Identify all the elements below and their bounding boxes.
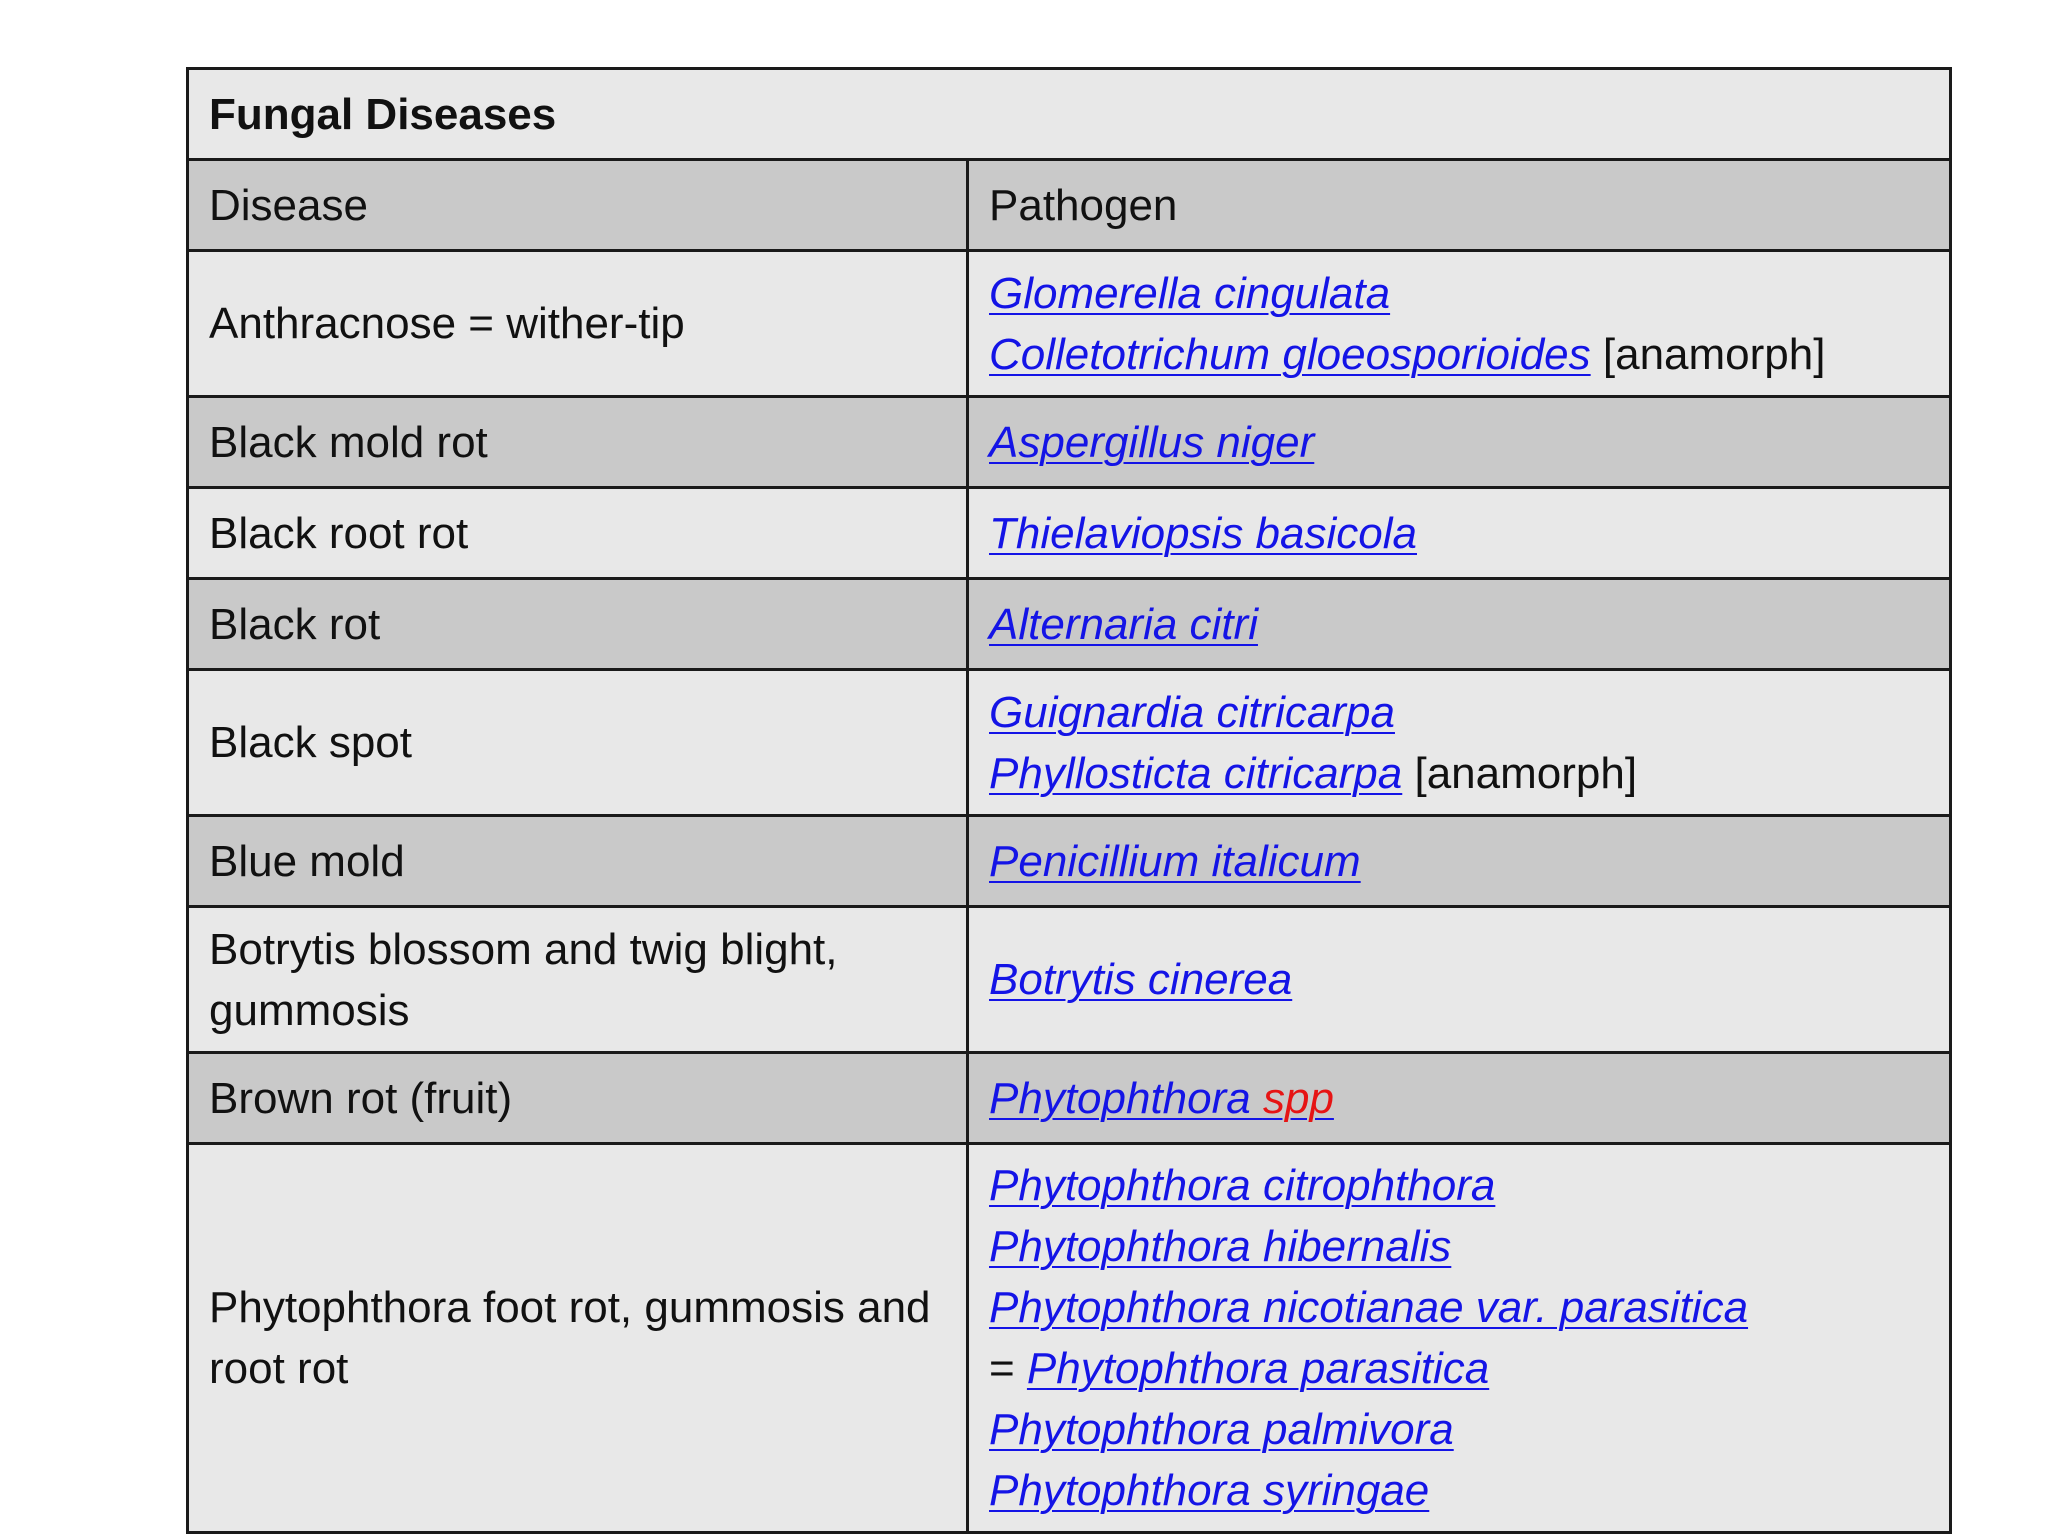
pathogen-species-qualifier[interactable]: spp <box>1262 1073 1334 1123</box>
header-disease: Disease <box>188 160 968 251</box>
pathogen-cell <box>968 816 1951 907</box>
table-row <box>188 488 1951 579</box>
pathogen-species-link[interactable]: Alternaria citri <box>989 599 1258 649</box>
pathogen-species-link[interactable]: Colletotrichum gloeosporioides <box>989 329 1591 379</box>
pathogen-line <box>989 263 1931 324</box>
pathogen-cell <box>968 488 1951 579</box>
pathogen-line <box>989 1338 1931 1399</box>
disease-cell: Black rot <box>188 579 968 670</box>
disease-cell: Black root rot <box>188 488 968 579</box>
pathogen-line <box>989 1460 1931 1521</box>
disease-cell: Black spot <box>188 670 968 816</box>
pathogen-prefix: = <box>989 1344 1027 1393</box>
disease-cell: Brown rot (fruit) <box>188 1053 968 1144</box>
pathogen-species-link[interactable]: Phytophthora citrophthora <box>989 1161 1496 1210</box>
table-header-row <box>188 160 1951 251</box>
pathogen-cell <box>968 251 1951 397</box>
pathogen-cell <box>968 907 1951 1053</box>
pathogen-species-link[interactable]: Glomerella cingulata <box>989 268 1391 318</box>
pathogen-species-link[interactable]: Phytophthora <box>989 1073 1263 1123</box>
pathogen-suffix: [anamorph] <box>1402 748 1638 798</box>
pathogen-species-link[interactable]: Phytophthora palmivora <box>989 1405 1454 1454</box>
pathogen-line <box>989 324 1931 385</box>
table-row <box>188 816 1951 907</box>
table-body <box>188 69 1951 1533</box>
pathogen-line <box>989 831 1931 892</box>
pathogen-line <box>989 1277 1931 1338</box>
pathogen-line <box>989 503 1931 564</box>
header-pathogen: Pathogen <box>968 160 1951 251</box>
fungal-diseases-table <box>186 67 1952 1534</box>
pathogen-cell <box>968 579 1951 670</box>
table-row <box>188 670 1951 816</box>
pathogen-line <box>989 1399 1931 1460</box>
pathogen-line <box>989 743 1931 804</box>
pathogen-line <box>989 682 1931 743</box>
pathogen-species-link[interactable]: Phytophthora syringae <box>989 1466 1430 1515</box>
table-row <box>188 1144 1951 1533</box>
pathogen-line <box>989 1216 1931 1277</box>
pathogen-species-link[interactable]: Guignardia citricarpa <box>989 687 1395 737</box>
table-row <box>188 251 1951 397</box>
disease-cell: Black mold rot <box>188 397 968 488</box>
pathogen-suffix: [anamorph] <box>1590 329 1826 379</box>
table-row <box>188 579 1951 670</box>
pathogen-species-link[interactable]: Phyllosticta citricarpa <box>989 748 1403 798</box>
disease-cell: Blue mold <box>188 816 968 907</box>
pathogen-species-link[interactable]: Botrytis cinerea <box>989 955 1293 1004</box>
table-row <box>188 1053 1951 1144</box>
pathogen-line <box>989 594 1931 655</box>
pathogen-species-link[interactable]: Thielaviopsis basicola <box>989 508 1417 558</box>
pathogen-line <box>989 412 1931 473</box>
pathogen-line <box>989 949 1931 1010</box>
pathogen-species-link[interactable]: Penicillium italicum <box>989 836 1361 886</box>
pathogen-species-link[interactable]: Phytophthora parasitica <box>1026 1344 1490 1393</box>
table-title-row <box>188 69 1951 160</box>
table-row <box>188 907 1951 1053</box>
pathogen-line <box>989 1155 1931 1216</box>
disease-cell: Botrytis blossom and twig blight, gummosis <box>188 907 968 1053</box>
table-row <box>188 397 1951 488</box>
pathogen-cell <box>968 1053 1951 1144</box>
pathogen-cell <box>968 1144 1951 1533</box>
pathogen-species-link[interactable]: Phytophthora hibernalis <box>989 1222 1452 1271</box>
table-title: Fungal Diseases <box>188 69 1951 160</box>
pathogen-line <box>989 1068 1931 1129</box>
pathogen-species-link[interactable]: Phytophthora nicotianae var. parasitica <box>989 1283 1749 1332</box>
pathogen-species-link[interactable]: Aspergillus niger <box>989 417 1315 467</box>
pathogen-cell <box>968 670 1951 816</box>
disease-cell: Anthracnose = wither-tip <box>188 251 968 397</box>
pathogen-cell <box>968 397 1951 488</box>
disease-cell: Phytophthora foot rot, gummosis and root rot <box>188 1144 968 1533</box>
